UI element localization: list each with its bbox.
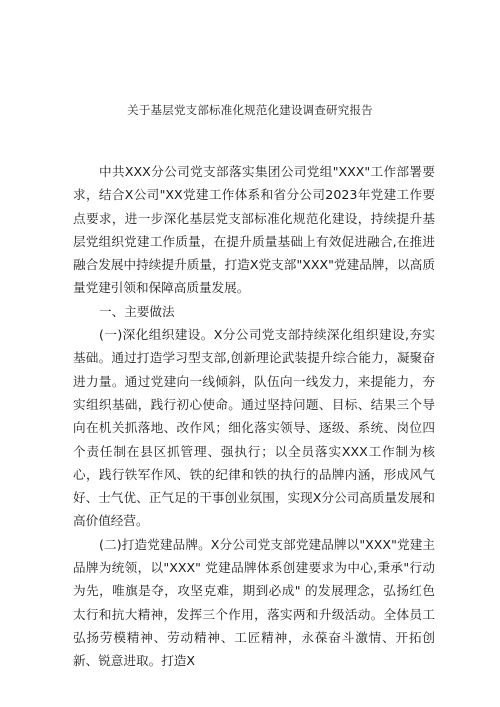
intro-paragraph: 中共XXX分公司党支部落实集团公司党组"XXX"工作部署要求，结合X公司"XX党建工作体系和省分公司2023年党建工作要点要求，进一步深化基层党支部标准化规范化建设，持续提升基层党组织党建工作质量，在提升质量基础上有效促进融合,在推进融合发展中持续提升质量，打造X党支部"XXX"党建品牌，以高质量党建引领和保障高质量发展。	[73, 164, 435, 296]
document-title: 关于基层党支部标准化规范化建设调查研究报告	[127, 103, 373, 117]
organization-building-paragraph: (一)深化组织建设。X分公司党支部持续深化组织建设,夯实基础。通过打造学习型支部,创新理论武装提升综合能力，凝聚奋进力量。通过党建向一线倾斜，队伍向一线发力，来提能力，夯实组织基础，践行初心使命。通过坚持问题、目标、结果三个导向在机关抓落地、改作风；细化落实领导、逐级、系统、岗位四个责任制在县区抓管理、强执行；以全员落实XXX工作制为核心，践行铁军作风、铁的纪律和铁的执行的品牌内涵，形成风气好、士气优、正气足的干事创业氛围，实现X分公司高质量发展和高价值经营。	[73, 327, 435, 529]
party-brand-paragraph: (二)打造党建品牌。X分公司党支部党建品牌以"XXX"党建主品牌为统领，以"XXX" 党建品牌体系创建要求为中心,秉承"行动为先，唯旗是夺，攻坚克难，期到必成" 的发展理念，弘扬红色太行和抗大精神，发挥三个作用，落实两和升级活动。全体员工弘扬劳模精神、劳动精神、工匠精神，永葆奋斗激情、开拓创新、锐意进取。打造X	[73, 536, 435, 669]
document-body	[73, 160, 435, 673]
section-heading-main-practices: 一、主要做法	[99, 303, 175, 319]
